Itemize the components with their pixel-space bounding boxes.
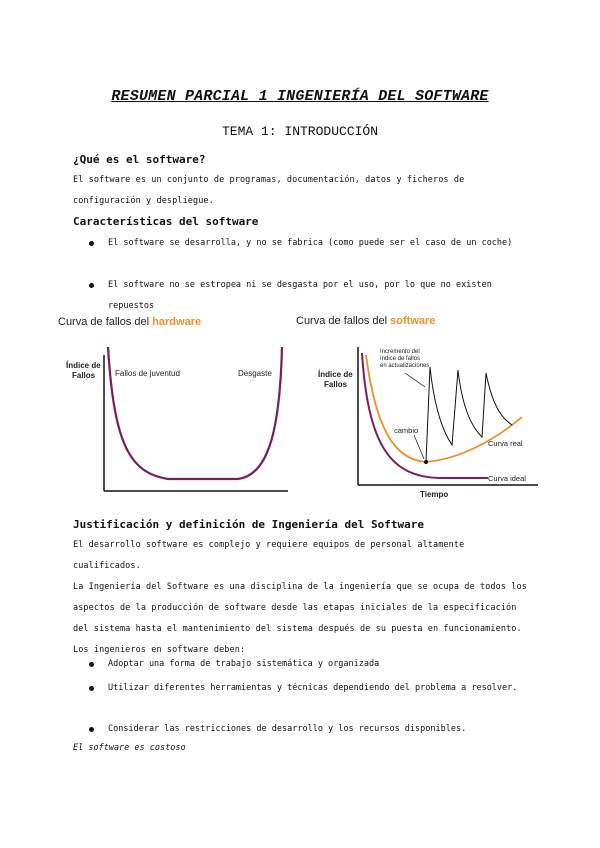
chart-title-highlight: hardware [152,316,202,328]
bullet-dot [89,662,94,667]
hardware-chart-title [58,316,201,328]
engineer-duty-item: Utilizar diferentes herramientas y técnicas dependiendo del problema a resolver. [108,683,518,693]
annotation-infant-failures: Fallos de juventud [115,369,180,378]
x-axis-label: Tiempo [420,490,449,499]
y-axis-label-line: Índice de [66,361,101,370]
y-axis-label-line: Fallos [324,380,348,389]
change-pointer [414,435,424,459]
definition-se-paragraph: La Ingeniería del Software es una disciplina de la ingeniería que se ocupa de todos los aspectos de la producción de software desde las etapas iniciales de la especificación del sistema hasta el mantenimiento del sistema después de su puesta en funcionamiento. Los ingenieros en software deben: [73,582,527,655]
hardware-curve [108,347,282,479]
characteristic-item: El software no se estropea ni se desgasta por el uso, por lo que no existen repuestos [108,280,492,311]
complexity-paragraph: El desarrollo software es complejo y requiere equipos de personal altamente cualificados. [73,540,465,571]
closing-statement: El software es costoso [73,743,186,753]
y-axis-label [66,361,101,380]
characteristic-item: El software se desarrolla, y no se fabrica (como puede ser el caso de un coche) [108,238,513,248]
heading-justification: Justificación y definición de Ingeniería del Software [73,518,424,531]
annotation-wear-out: Desgaste [238,369,272,378]
y-axis-label [318,370,353,389]
annotation-increment [380,349,429,369]
software-chart-title [296,315,435,327]
engineer-duty-item: Considerar las restricciones de desarrollo y los recursos disponibles. [108,724,467,734]
y-axis-label-line: Índice de [318,370,353,379]
increment-pointer [405,373,425,387]
heading-what-is-software: ¿Qué es el software? [73,153,206,166]
bullet-dot [89,727,94,732]
ideal-curve [362,353,488,478]
chart-title-prefix: Curva de fallos del [296,315,391,327]
annotation-line: Incremento del [380,349,420,355]
bullet-dot [89,283,94,288]
legend-ideal-curve: Curva ideal [488,474,526,483]
definition-paragraph: El software es un conjunto de programas, documentación, datos y ficheros de configuración y despliegue. [73,175,465,206]
hardware-failure-chart [60,335,290,500]
chart-title-prefix: Curva de fallos del [58,316,153,328]
annotation-change: cambio [394,426,419,435]
annotation-line: en actualizaciones [380,363,430,369]
change-point [424,460,428,464]
bullet-dot [89,686,94,691]
bullet-dot [89,241,94,246]
y-axis-label-line: Fallos [72,371,96,380]
legend-real-curve: Curva real [488,439,523,448]
software-failure-chart [310,335,542,505]
annotation-line: índice de fallos [380,356,421,362]
heading-characteristics: Características del software [73,215,259,228]
document-title: RESUMEN PARCIAL 1 INGENIERÍA DEL SOFTWARE [111,88,489,105]
section-title: TEMA 1: INTRODUCCIÓN [221,124,379,139]
chart-title-highlight: software [390,315,436,327]
engineer-duty-item: Adoptar una forma de trabajo sistemática y organizada [108,659,380,669]
